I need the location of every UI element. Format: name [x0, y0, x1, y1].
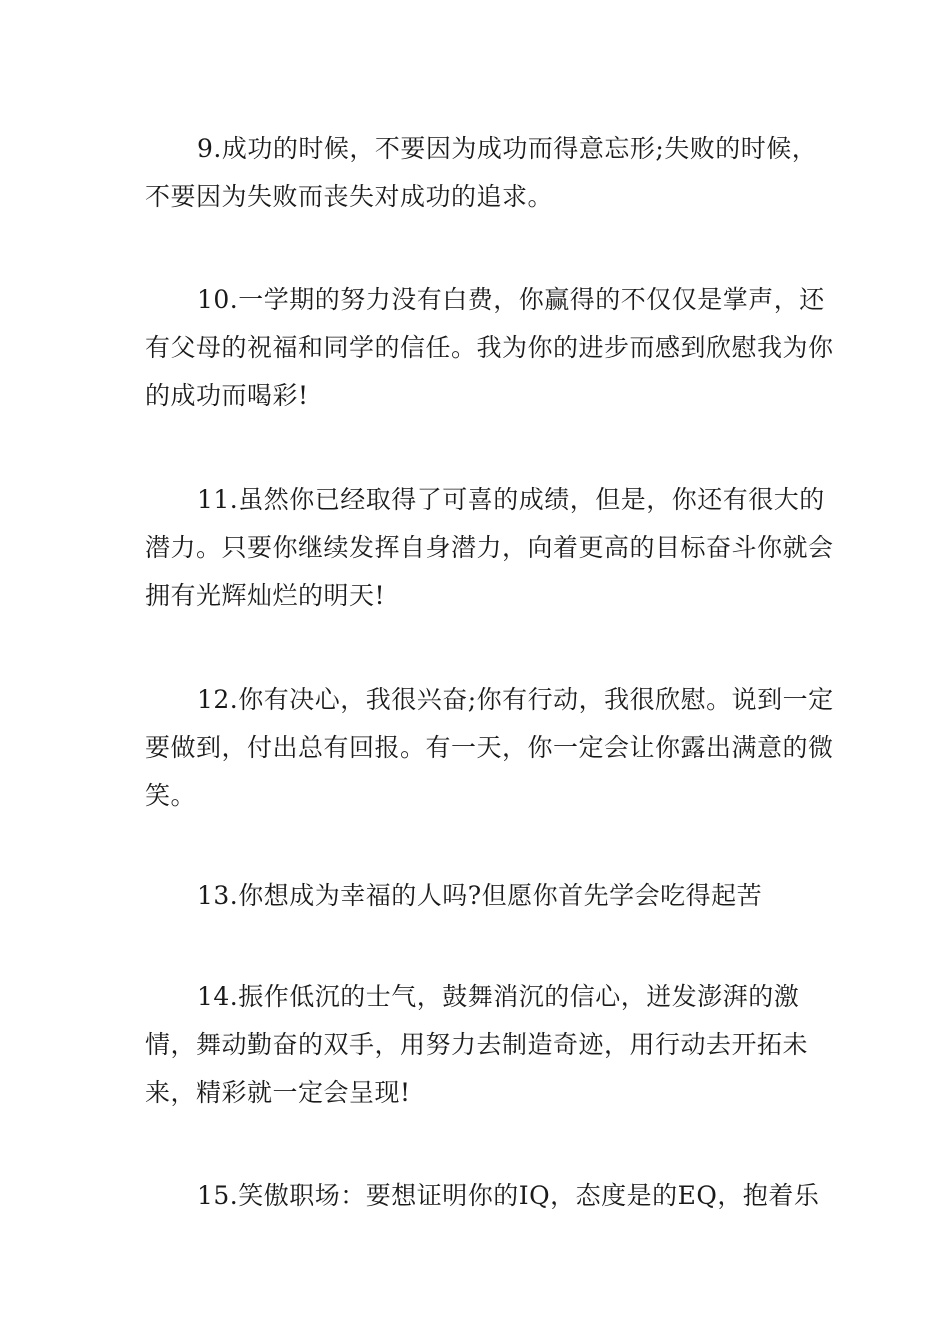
paragraph-14: 14.振作低沉的士气，鼓舞消沉的信心，迸发澎湃的激情，舞动勤奋的双手，用努力去制造奇迹，用行动去开拓未来，精彩就一定会呈现!	[145, 982, 809, 1107]
paragraph-11: 11.虽然你已经取得了可喜的成绩，但是，你还有很大的潜力。只要你继续发挥自身潜力，向着更高的目标奋斗你就会拥有光辉灿烂的明天!	[145, 485, 834, 610]
paragraph-12: 12.你有决心，我很兴奋;你有行动，我很欣慰。说到一定要做到，付出总有回报。有一天，你一定会让你露出满意的微笑。	[145, 685, 834, 810]
paragraph-13: 13.你想成为幸福的人吗?但愿你首先学会吃得起苦	[197, 881, 763, 910]
paragraph-15: 15.笑傲职场：要想证明你的IQ，态度是的EQ，抱着乐	[197, 1181, 820, 1210]
paragraph-10: 10.一学期的努力没有白费，你赢得的不仅仅是掌声，还有父母的祝福和同学的信任。我为你的进步而感到欣慰我为你的成功而喝彩!	[145, 285, 834, 410]
paragraph-9: 9.成功的时候，不要因为成功而得意忘形;失败的时候，不要因为失败而丧失对成功的追求。	[145, 134, 818, 211]
